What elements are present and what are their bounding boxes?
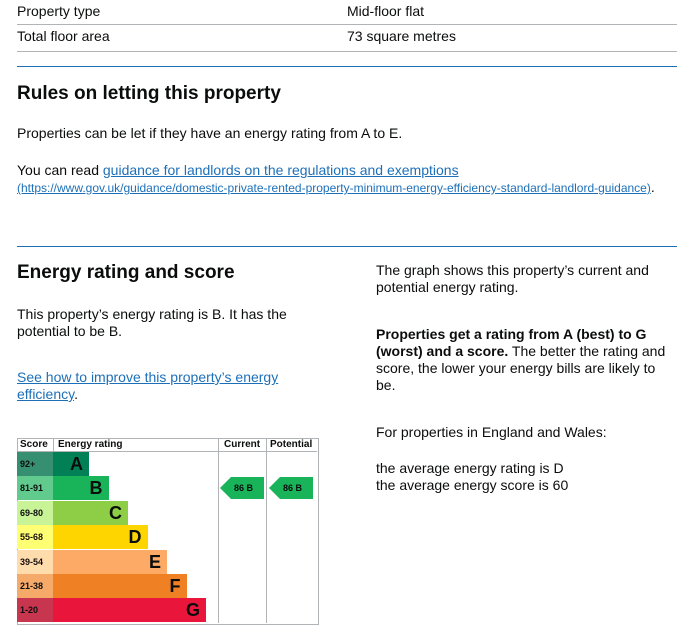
improve-link[interactable]: See how to improve this property’s energy efficiency <box>17 369 279 402</box>
header-potential: Potential <box>270 439 313 450</box>
band-score-f: 21-38 <box>17 574 53 598</box>
chart-score-divider <box>53 438 54 451</box>
band-score-c: 69-80 <box>17 501 53 525</box>
summary-row-floor-area <box>17 25 677 52</box>
band-letter: E <box>148 551 161 572</box>
band-letter: B <box>89 478 103 499</box>
chart-current-divider <box>218 438 219 623</box>
period: . <box>74 386 78 402</box>
england-wales-text: For properties in England and Wales: <box>376 424 607 440</box>
energy-rating-chart <box>17 438 318 624</box>
band-bar-f <box>53 574 187 598</box>
band-bar-d <box>53 525 148 549</box>
section-divider <box>17 66 677 67</box>
letting-heading: Rules on letting this property <box>17 83 281 104</box>
period: . <box>650 179 655 195</box>
property-summary-table <box>17 0 677 52</box>
band-letter: C <box>109 502 122 523</box>
improve-paragraph <box>17 369 317 403</box>
band-score-b: 81-91 <box>17 476 53 500</box>
band-letter: D <box>128 527 142 548</box>
band-score-d: 55-68 <box>17 525 53 549</box>
summary-row-property-type <box>17 0 677 25</box>
summary-key: Total floor area <box>17 28 110 44</box>
rating-explanation-bold: Properties get a rating from A (best) to G (worst) and a score. <box>376 326 647 359</box>
band-letter: F <box>169 576 181 596</box>
averages-text <box>376 460 676 494</box>
band-score-e: 39-54 <box>17 550 53 574</box>
band-bar-e <box>53 550 167 574</box>
header-current: Current <box>224 439 261 450</box>
letting-guidance <box>17 162 667 196</box>
header-energy-rating: Energy rating <box>58 439 123 450</box>
band-letter: A <box>70 454 83 474</box>
summary-value: 73 square metres <box>347 28 456 44</box>
guidance-link[interactable]: guidance for landlords on the regulations and exemptions <box>102 162 459 178</box>
header-score: Score <box>20 439 48 450</box>
guidance-url-link[interactable]: (https://www.gov.uk/guidance/domestic-private-rented-property-minimum-energy-efficiency-standard-landlord-guidance) <box>17 181 651 195</box>
graph-description: The graph shows this property’s current and potential energy rating. <box>376 262 649 295</box>
rating-explanation <box>376 326 671 394</box>
average-rating: the average energy rating is D <box>376 460 564 476</box>
letting-intro: Properties can be let if they have an energy rating from A to E. <box>17 125 403 141</box>
average-score: the average energy score is 60 <box>376 477 569 493</box>
energy-rating-text: This property’s energy rating is B. It has the potential to be B. <box>17 306 287 339</box>
band-bar-g <box>53 598 206 622</box>
read-prefix: You can read <box>17 162 103 178</box>
band-bar-c <box>53 501 128 525</box>
band-bar-a <box>53 452 89 476</box>
chart-potential-divider <box>266 438 267 623</box>
band-bar-b <box>53 476 109 500</box>
section-divider <box>17 246 677 247</box>
potential-rating-label: 86 B <box>283 483 303 494</box>
band-letter: G <box>185 600 200 621</box>
energy-heading: Energy rating and score <box>17 262 235 283</box>
current-rating-label: 86 B <box>234 483 254 494</box>
summary-value: Mid-floor flat <box>347 3 425 19</box>
band-score-g: 1-20 <box>17 598 53 622</box>
rating-explanation-rest: The better the rating and score, the lower your energy bills are likely to be. <box>376 343 666 393</box>
band-score-a: 92+ <box>17 452 53 476</box>
summary-key: Property type <box>17 3 101 19</box>
